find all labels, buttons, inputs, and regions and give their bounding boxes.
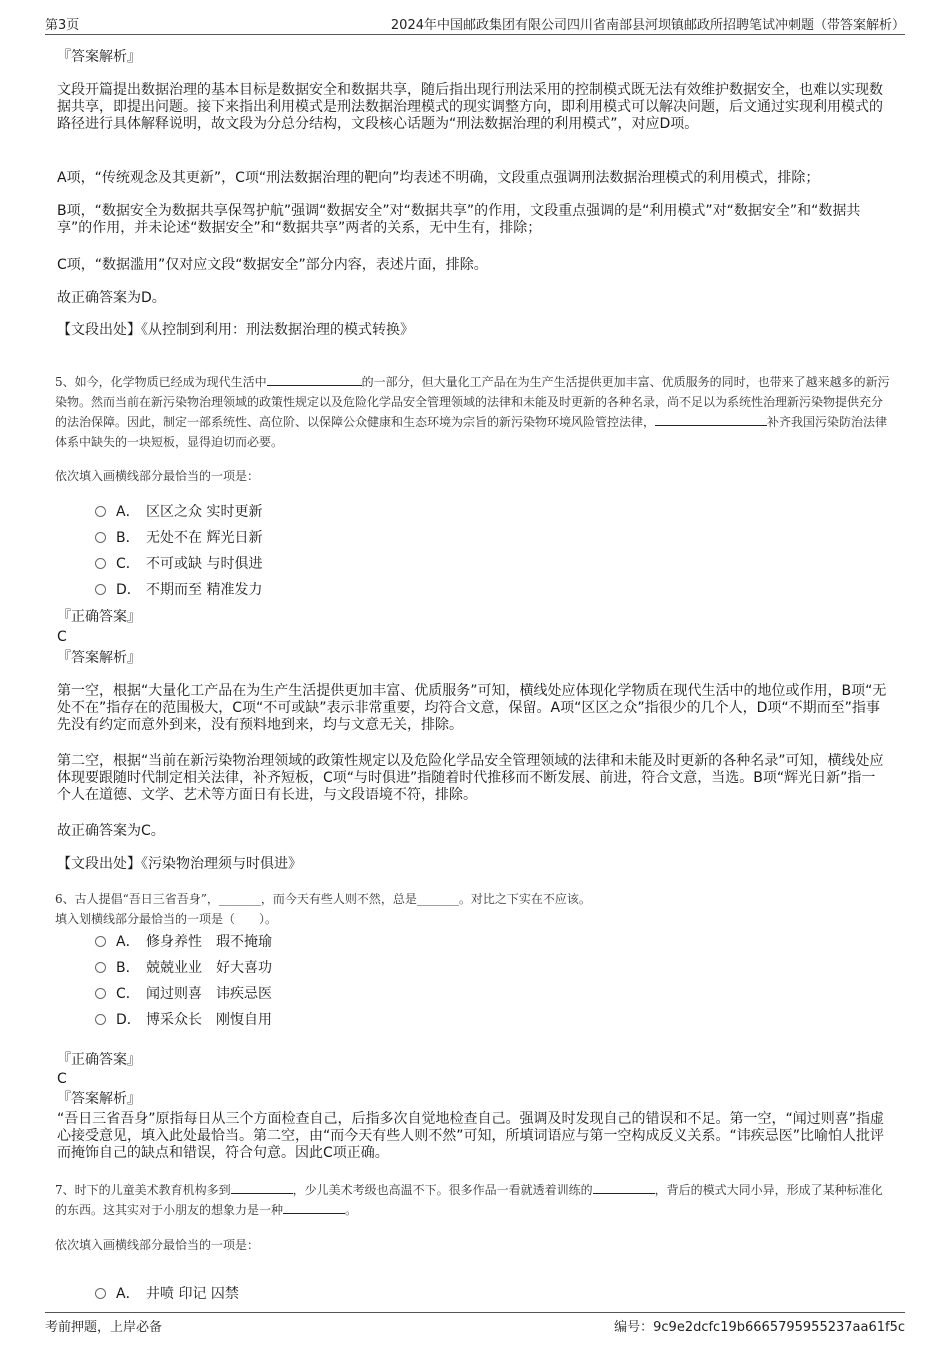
- q6-stem: 6、古人提倡“吾日三省吾身”，_______，而今天有些人则不然，总是_______。对比之下实在不应该。: [55, 892, 591, 906]
- document-title: 2024年中国邮政集团有限公司四川省南部县河坝镇邮政所招聘笔试冲刺题（带答案解析）: [390, 18, 905, 33]
- q5-option-d[interactable]: D． 不期而至 精准发力: [95, 581, 262, 599]
- q6-option-b[interactable]: B． 兢兢业业 好大喜功: [95, 959, 272, 977]
- q6-prompt: 填入划横线部分最恰当的一项是（ ）。: [55, 912, 278, 926]
- radio-button[interactable]: [95, 962, 106, 973]
- blank: [593, 1181, 655, 1194]
- q6-analysis-tag: 『答案解析』: [57, 1091, 141, 1107]
- q5-option-c[interactable]: C． 不可或缺 与时俱进: [95, 555, 262, 573]
- q6-option-a[interactable]: A． 修身养性 瑕不掩瑜: [95, 933, 272, 951]
- q6-answer-tag: 『正确答案』: [57, 1052, 141, 1068]
- q4-analysis-para: 文段开篇提出数据治理的基本目标是数据安全和数据共享，随后指出现行刑法采用的控制模式既无法有效维护数据安全，也难以实现数据共享，即提出问题。接下来指出利用模式是刑法数据治理模式的现实调整方向，即利用模式可以解决问题，后文通过实现利用模式的路径进行具体解释说明，故文段为分总分结构，文段核心话题为“刑法数据治理的利用模式”，对应D项。: [57, 82, 883, 132]
- q4-analysis-para: C项，“数据滥用”仅对应文段“数据安全”部分内容，表述片面，排除。: [57, 257, 488, 273]
- radio-button[interactable]: [95, 558, 106, 569]
- blank: [283, 1201, 345, 1214]
- q5-prompt: 依次填入画横线部分最恰当的一项是：: [55, 469, 260, 483]
- q4-analysis-para: B项，“数据安全为数据共享保驾护航”强调“数据安全”对“数据共享”的作用，文段重点强调的是“利用模式”对“数据安全”和“数据共享”的作用，并未论述“数据安全”和“数据共享”两者的关系，无中生有，排除；: [57, 203, 861, 236]
- q5-answer-tag: 『正确答案』: [57, 609, 141, 625]
- q5-source: 【文段出处】《污染物治理须与时俱进》: [57, 856, 302, 872]
- blank: [267, 373, 362, 386]
- q6-option-c[interactable]: C． 闻过则喜 讳疾忌医: [95, 985, 272, 1003]
- q5-conclusion: 故正确答案为C。: [57, 823, 165, 839]
- q5-answer: C: [57, 629, 67, 645]
- blank: [231, 1181, 293, 1194]
- radio-button[interactable]: [95, 936, 106, 947]
- footer-slogan: 考前押题，上岸必备: [45, 1320, 163, 1335]
- q5-analysis-tag: 『答案解析』: [57, 650, 141, 666]
- radio-button[interactable]: [95, 506, 106, 517]
- q5-analysis-para: 第二空，根据“当前在新污染物治理领域的政策性规定以及危险化学品安全管理领域的法律和未能及时更新的各种名录”可知，横线处应体现要跟随时代制定相关法律，补齐短板，C项“与时俱进”指随着时代推移而不断发展、前进，符合文意，当选。B项“辉光日新”指一个人在道德、文学、艺术等方面日有长进，与文段语境不符，排除。: [57, 753, 884, 803]
- q5-option-b[interactable]: B． 无处不在 辉光日新: [95, 529, 262, 547]
- document-id: 编号：9c9e2dcfc19b6665795955237aa61f5c: [614, 1320, 905, 1335]
- q4-analysis-para: A项，“传统观念及其更新”，C项“刑法数据治理的靶向”均表述不明确，文段重点强调刑法数据治理模式的利用模式，排除；: [57, 170, 820, 186]
- blank: [655, 413, 767, 426]
- radio-button[interactable]: [95, 1014, 106, 1025]
- page-number: 第3页: [45, 18, 80, 33]
- page-header: [45, 12, 905, 35]
- q4-analysis-tag: 『答案解析』: [57, 49, 141, 65]
- q6-answer: C: [57, 1071, 67, 1087]
- q7-option-a[interactable]: A． 井喷 印记 囚禁: [95, 1285, 239, 1303]
- q5-analysis-para: 第一空，根据“大量化工产品在为生产生活提供更加丰富、优质服务”可知，横线处应体现化学物质在现代生活中的地位或作用，B项“无处不在”指存在的范围极大，C项“不可或缺”表示非常重要，均符合文意，保留。A项“区区之众”指很少的几个人，D项“不期而至”指事先没有约定而意外到来，没有预料地到来，均与文意无关，排除。: [57, 683, 887, 733]
- page-footer: [45, 1312, 905, 1335]
- q5-stem: 5、如今，化学物质已经成为现代生活中 的一部分，但大量化工产品在为生产生活提供更加丰富、优质服务的同时，也带来了越来越多的新污染物。然而当前在新污染物治理领域的政策性规定以及危险化学品安全管理领域的法律和未能及时更新的各种名录，尚不足以为系统性治理新污染物提供充分的法治保障。因此，制定一部系统性、高位阶、以保障公众健康和生态环境为宗旨的新污染物环境风险管控法律， 补齐我国污染防治法律体系中缺失的一块短板，显得迫切而必要。: [55, 375, 890, 449]
- q6-analysis: “吾日三省吾身”原指每日从三个方面检查自己，后指多次自觉地检查自己。强调及时发现自己的错误和不足。第一空，“闻过则喜”指虚心接受意见，填入此处最恰当。第二空，由“而今天有些人则不然”可知，所填词语应与第一空构成反义关系。“讳疾忌医”比喻怕人批评而掩饰自己的缺点和错误，符合句意。因此C项正确。: [57, 1111, 885, 1161]
- q4-conclusion: 故正确答案为D。: [57, 290, 166, 306]
- radio-button[interactable]: [95, 532, 106, 543]
- q7-stem: 7、时下的儿童美术教育机构多到 ，少儿美术考级也高温不下。很多作品一看就透着训练的 ，背后的模式大同小异，形成了某种标准化的东西。这其实对于小朋友的想象力是一种 。: [55, 1183, 883, 1217]
- radio-button[interactable]: [95, 988, 106, 999]
- q6-option-d[interactable]: D． 博采众长 刚愎自用: [95, 1011, 272, 1029]
- q4-source: 【文段出处】《从控制到利用：刑法数据治理的模式转换》: [57, 322, 414, 338]
- q5-option-a[interactable]: A． 区区之众 实时更新: [95, 503, 262, 521]
- radio-button[interactable]: [95, 1288, 106, 1299]
- q7-prompt: 依次填入画横线部分最恰当的一项是：: [55, 1238, 260, 1252]
- radio-button[interactable]: [95, 584, 106, 595]
